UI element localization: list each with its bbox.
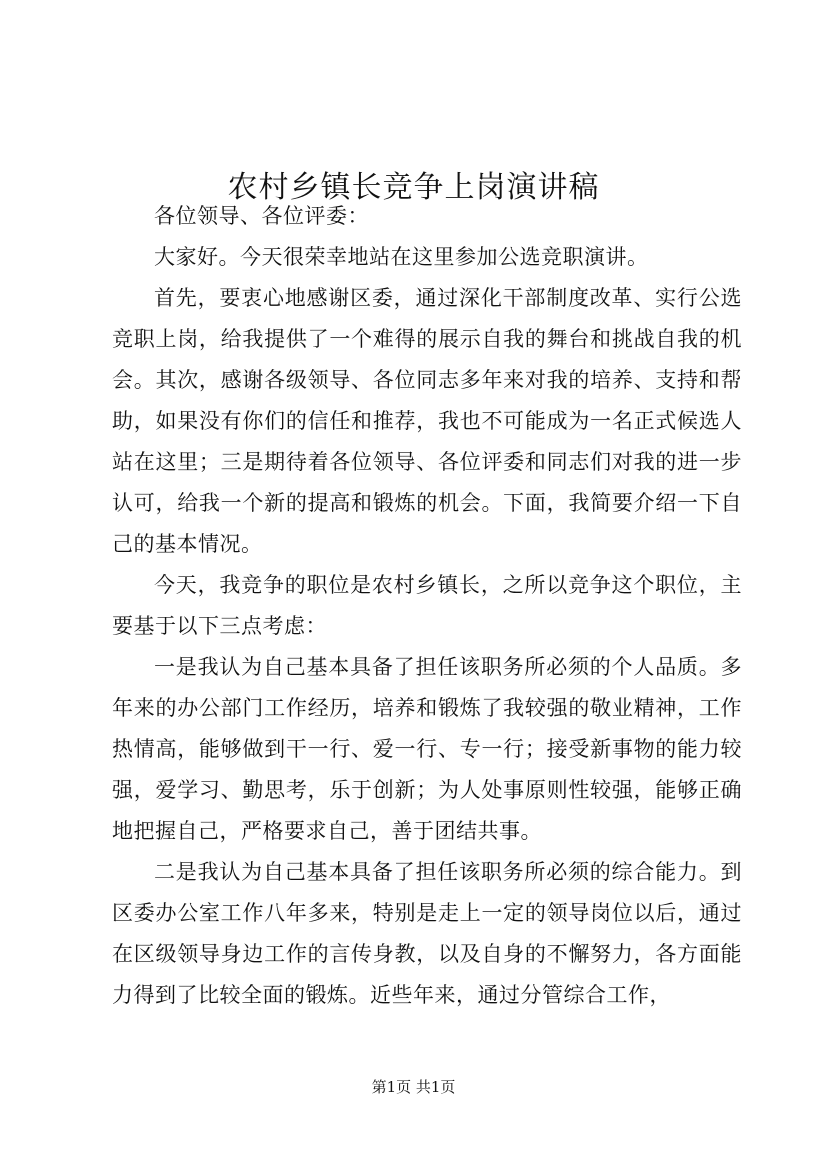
page-footer: 第1页 共1页 [371, 1078, 456, 1096]
paragraph-salutation: 各位领导、各位评委： [154, 204, 369, 228]
paragraph-thanks: 首先，要衷心地感谢区委，通过深化干部制度改革、实行公选竞职上岗，给我提供了一个难得的展示自我的舞台和挑战自我的机会。其次，感谢各级领导、各位同志多年来对我的培养、支持和帮助，如果没有你们的信任和推荐，我也不可能成为一名正式候选人站在这里；三是期待着各位领导、各位评委和同志们对我的进一步认可，给我一个新的提高和锻炼的机会。下面，我简要介绍一下自己的基本情况。 [112, 286, 742, 556]
document-body [112, 196, 742, 1016]
paragraph-point-two: 二是我认为自己基本具备了担任该职务所必须的综合能力。到区委办公室工作八年多来，特别是走上一定的领导岗位以后，通过在区级领导身边工作的言传身教，以及自身的不懈努力，各方面能力得到了比较全面的锻炼。近些年来，通过分管综合工作， [112, 860, 742, 1007]
paragraph-position: 今天，我竞争的职位是农村乡镇长，之所以竞争这个职位，主要基于以下三点考虑： [112, 573, 742, 638]
document-title: 农村乡镇长竞争上岗演讲稿 [227, 170, 600, 206]
paragraph-point-one: 一是我认为自己基本具备了担任该职务所必须的个人品质。多年来的办公部门工作经历，培养和锻炼了我较强的敬业精神，工作热情高，能够做到干一行、爱一行、专一行；接受新事物的能力较强，爱学习、勤思考，乐于创新；为人处事原则性较强，能够正确地把握自己，严格要求自己，善于团结共事。 [112, 655, 742, 843]
paragraph-greeting: 大家好。今天很荣幸地站在这里参加公选竞职演讲。 [154, 245, 649, 269]
